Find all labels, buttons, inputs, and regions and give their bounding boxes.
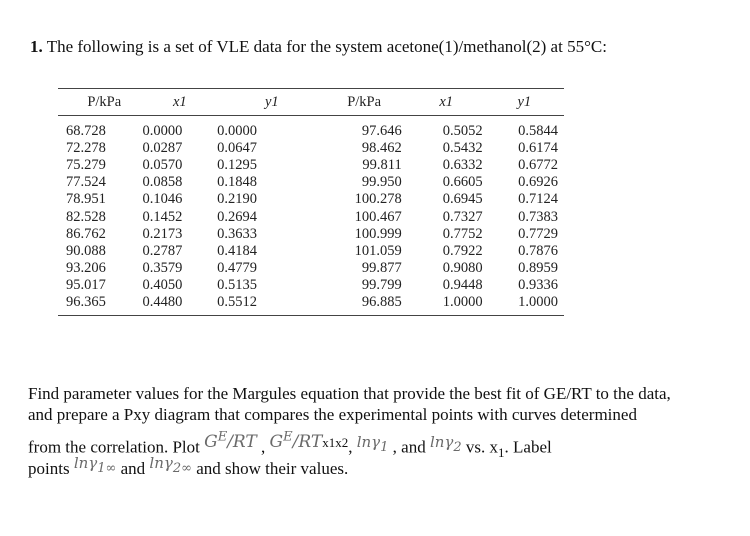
table-cell: 95.017 xyxy=(66,276,106,293)
table-cell: 0.1046 xyxy=(142,191,183,208)
header-pressure-2: P/kPa xyxy=(347,93,382,110)
table-cell: 100.278 xyxy=(354,191,402,208)
table-cell: 0.2190 xyxy=(217,191,258,208)
table-cell: 0.0000 xyxy=(217,123,258,140)
table-cell: 0.4184 xyxy=(217,242,258,259)
table-cell: 1.0000 xyxy=(442,293,483,310)
ln-gamma2-sub: 2 xyxy=(453,439,462,455)
table-row xyxy=(58,294,564,316)
table-row xyxy=(58,191,564,208)
header-x1-2: x1 xyxy=(439,93,454,110)
table-cell: 0.5432 xyxy=(442,140,483,157)
ln-gamma2-inf-expression xyxy=(149,454,192,476)
vle-data-table xyxy=(58,88,564,316)
table-cell: 96.365 xyxy=(66,293,106,310)
table-cell: 1.0000 xyxy=(518,293,558,310)
header-pressure-1: P/kPa xyxy=(87,93,122,110)
and-2: and xyxy=(116,459,150,478)
table-cell: 101.059 xyxy=(354,242,402,259)
table-cell: 0.2173 xyxy=(142,225,183,242)
table-row xyxy=(58,226,564,243)
table-cell: 0.6772 xyxy=(518,157,558,174)
table-cell: 0.8959 xyxy=(518,259,558,276)
table-cell: 0.6945 xyxy=(442,191,483,208)
vs-text: vs. x xyxy=(461,437,499,457)
table-cell: 0.0570 xyxy=(142,157,183,174)
table-cell: 0.4050 xyxy=(142,276,183,293)
ln-gamma1: lnγ xyxy=(356,432,381,451)
table-cell: 0.0000 xyxy=(142,123,183,140)
paragraph-line-4 xyxy=(28,454,349,482)
table-cell: 90.088 xyxy=(66,242,106,259)
table-cell: 0.4779 xyxy=(217,259,258,276)
table-cell: 93.206 xyxy=(66,259,106,276)
x1x2-label: x1x2 xyxy=(322,434,349,450)
table-cell: 0.5844 xyxy=(518,123,558,140)
comma-1: , xyxy=(256,437,266,457)
line3-text: from the correlation. Plot xyxy=(28,437,205,457)
table-cell: 0.7124 xyxy=(518,191,558,208)
table-cell: 0.5135 xyxy=(217,276,258,293)
table-cell: 86.762 xyxy=(66,225,106,242)
table-cell: 0.9080 xyxy=(442,259,483,276)
table-cell: 0.9448 xyxy=(442,276,483,293)
paragraph-line-2: and prepare a Pxy diagram that compares the experimental points with curves determined xyxy=(28,405,637,424)
ln-gamma1-inf-expression xyxy=(73,454,117,476)
table-cell: 99.799 xyxy=(361,276,402,293)
ln-gamma2-inf-sub: 2∞ xyxy=(172,461,192,476)
table-row xyxy=(58,174,564,191)
header-y1-1: y1 xyxy=(264,93,279,110)
table-cell: 0.6605 xyxy=(442,174,483,191)
table-cell: 0.7752 xyxy=(442,225,483,242)
table-row xyxy=(58,208,564,225)
ln-gamma1-sub: 1 xyxy=(380,439,389,455)
table-cell: 75.279 xyxy=(66,157,106,174)
ln-gamma1-expression xyxy=(356,432,389,455)
table-cell: 0.6332 xyxy=(442,157,483,174)
and-1: , and xyxy=(388,437,430,457)
table-row xyxy=(58,243,564,260)
table-row xyxy=(58,116,564,141)
table-cell: 0.7922 xyxy=(442,242,483,259)
vs-sub: 1 xyxy=(498,445,505,461)
table-cell: 0.7729 xyxy=(518,225,558,242)
ln-gamma1-inf-sub: 1∞ xyxy=(97,461,117,476)
table-cell: 0.3633 xyxy=(217,225,258,242)
table-cell: 82.528 xyxy=(66,208,106,225)
table-cell: 100.467 xyxy=(354,208,402,225)
table-cell: 0.7383 xyxy=(518,208,558,225)
table-cell: 0.2694 xyxy=(217,208,258,225)
ge-superscript: E xyxy=(217,429,228,444)
table-row xyxy=(58,157,564,174)
ge-rtx-tail: /RT xyxy=(292,431,323,452)
ln-gamma2-expression xyxy=(429,432,462,455)
table-cell: 78.951 xyxy=(66,191,106,208)
table-cell: 99.950 xyxy=(361,174,402,191)
table-cell: 0.5512 xyxy=(217,293,258,310)
table-cell: 0.5052 xyxy=(442,123,483,140)
table-cell: 97.646 xyxy=(361,123,402,140)
table-cell: 0.4480 xyxy=(142,293,183,310)
ge-rt-expression xyxy=(204,429,257,452)
ln-gamma1-inf: lnγ xyxy=(73,454,98,472)
label-text: . Label xyxy=(504,437,552,457)
table-cell: 68.728 xyxy=(66,123,106,140)
table-cell: 72.278 xyxy=(66,140,106,157)
ge-symbol-2: G xyxy=(269,431,284,452)
line4-end: and show their values. xyxy=(191,459,349,478)
line4-text: points xyxy=(28,459,74,478)
table-cell: 0.1848 xyxy=(217,174,258,191)
ge-rtx1x2-expression xyxy=(269,429,323,452)
header-x1-1: x1 xyxy=(172,93,187,110)
table-cell: 0.7876 xyxy=(518,242,558,259)
question-text: The following is a set of VLE data for the system acetone(1)/methanol(2) at 55°C: xyxy=(42,37,607,56)
ge-superscript-2: E xyxy=(283,429,293,444)
table-row xyxy=(58,277,564,294)
paragraph-line-1: Find parameter values for the Margules equation that provide the best fit of GE/RT to the data, xyxy=(28,384,671,403)
comma-2: , xyxy=(348,437,357,457)
table-cell: 0.2787 xyxy=(142,242,183,259)
table-cell: 0.0858 xyxy=(142,174,183,191)
table-cell: 0.0287 xyxy=(142,140,183,157)
table-cell: 0.6174 xyxy=(518,140,558,157)
ge-symbol: G xyxy=(204,431,218,452)
header-y1-2: y1 xyxy=(517,93,532,110)
table-cell: 0.7327 xyxy=(442,208,483,225)
question-heading xyxy=(30,37,607,57)
table-cell: 98.462 xyxy=(361,140,402,157)
table-cell: 0.9336 xyxy=(518,276,558,293)
table-cell: 99.811 xyxy=(362,157,402,174)
ln-gamma2: lnγ xyxy=(429,432,454,451)
ge-rt-tail: /RT xyxy=(227,431,257,452)
table-cell: 0.1452 xyxy=(142,208,183,225)
table-cell: 0.3579 xyxy=(142,259,183,276)
table-cell: 100.999 xyxy=(354,225,402,242)
table-cell: 0.1295 xyxy=(217,157,258,174)
table-cell: 96.885 xyxy=(361,293,402,310)
table-cell: 0.6926 xyxy=(518,174,558,191)
table-cell: 99.877 xyxy=(361,259,402,276)
table-body xyxy=(58,116,564,316)
table-cell: 77.524 xyxy=(66,174,106,191)
table-row xyxy=(58,140,564,157)
ln-gamma2-inf: lnγ xyxy=(149,454,173,472)
question-number: 1. xyxy=(30,37,43,56)
table-cell: 0.0647 xyxy=(217,140,258,157)
table-header-row xyxy=(58,89,564,116)
table-row xyxy=(58,260,564,277)
